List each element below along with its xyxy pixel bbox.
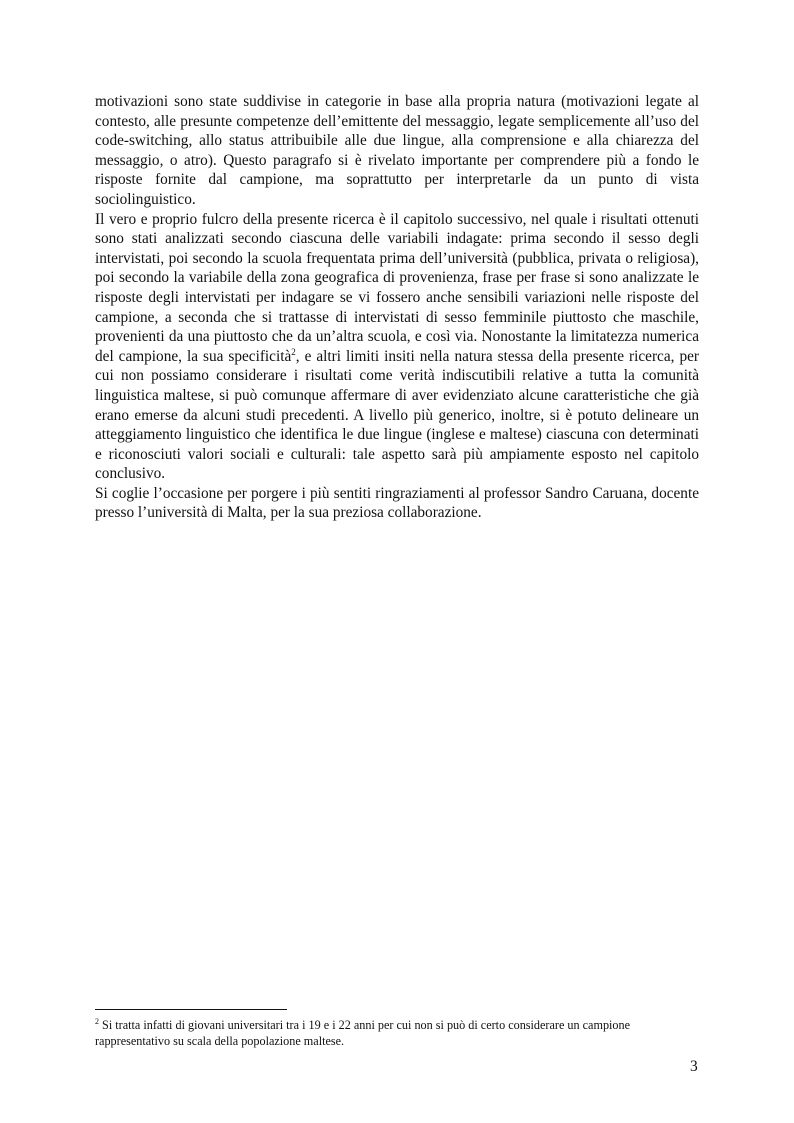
paragraph-2-part-2: , e altri limiti insiti nella natura stessa della presente ricerca, per cui non possiamo considerare i risultati come verità indiscutibili relative a tutta la comunità linguistica maltese, si può comunque affermare di aver evidenziato alcune caratteristiche che già erano emerse da alcuni studi precedenti. A livello più generico, inoltre, si è potuto delineare un atteggiamento linguistico che identifica le due lingue (inglese e maltese) ciascuna con determinati e riconosciuti valori sociali e culturali: tale aspetto sarà più ampiamente esposto nel capitolo conclusivo.: [95, 347, 699, 483]
footnote-divider: [95, 1009, 287, 1010]
footnote-mark: 2: [95, 1016, 99, 1026]
paragraph-3: Si coglie l’occasione per porgere i più sentiti ringraziamenti al professor Sandro Caruana, docente presso l’università di Malta, per la sua preziosa collaborazione.: [95, 484, 699, 522]
paragraph-2: [95, 210, 699, 484]
paragraph-1: motivazioni sono state suddivise in categorie in base alla propria natura (motivazioni legate al contesto, alle presunte competenze dell’emittente del messaggio, legate semplicemente all’uso del code-switching, allo status attribuibile alle due lingue, alla comprensione e alla chiarezza del messaggio, o atro). Questo paragrafo si è rivelato importante per comprendere più a fondo le risposte fornite dal campione, ma soprattutto per interpretarle da un punto di vista sociolinguistico.: [95, 93, 699, 208]
paragraph-2-part-1: Il vero e proprio fulcro della presente ricerca è il capitolo successivo, nel quale i risultati ottenuti sono stati analizzati secondo ciascuna delle variabili indagate: prima secondo il sesso degli intervistati, poi secondo la scuola frequentata prima dell’università (pubblica, privata o religiosa), poi secondo la variabile della zona geografica di provenienza, frase per frase si sono analizzate le risposte degli intervistati per indagare se vi fossero anche sensibili variazioni nelle risposte del campione, a seconda che si trattasse di intervistati di sesso femminile piuttosto che maschile, provenienti da una piuttosto che da un’altra scuola, e così via. Nonostante la limitatezza numerica del campione, la sua specificità: [95, 210, 699, 365]
footnote-reference: 2: [291, 346, 296, 357]
footnote-text: Si tratta infatti di giovani universitari tra i 19 e i 22 anni per cui non si può di certo considerare un campione rappresentativo su scala della popolazione maltese.: [95, 1018, 631, 1048]
main-text: [95, 92, 699, 523]
page-number: 3: [690, 1058, 698, 1075]
footnote: [95, 1017, 699, 1049]
